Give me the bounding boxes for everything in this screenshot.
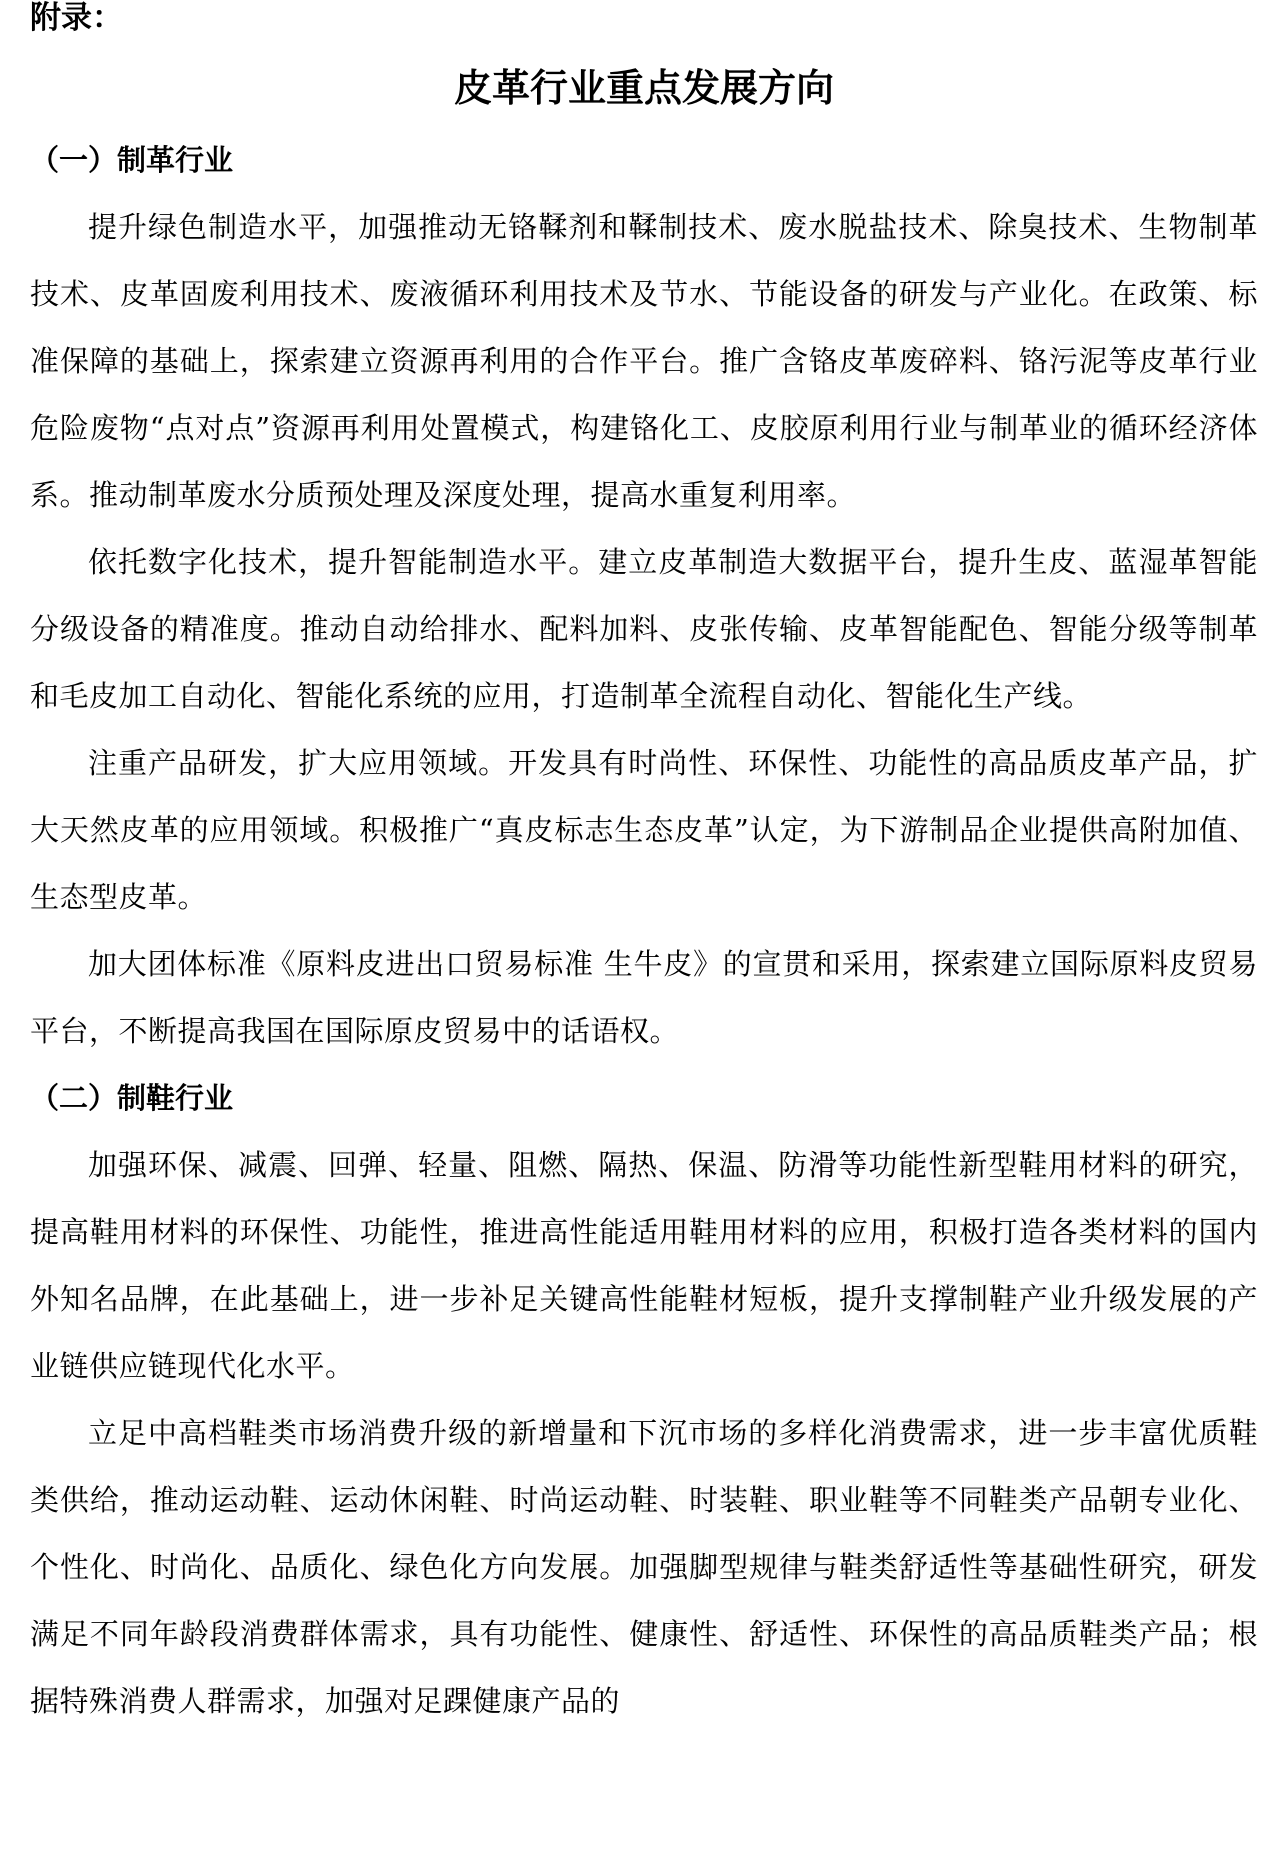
paragraph: 提升绿色制造水平，加强推动无铬鞣剂和鞣制技术、废水脱盐技术、除臭技术、生物制革技术、皮革固废利用技术、废液循环利用技术及节水、节能设备的研发与产业化。在政策、标准保障的基础上，探索建立资源再利用的合作平台。推广含铬皮革废碎料、铬污泥等皮革行业危险废物“点对点”资源再利用处置模式，构建铬化工、皮胶原利用行业与制革业的循环经济体系。推动制革废水分质预处理及深度处理，提高水重复利用率。 bbox=[30, 210, 1258, 512]
appendix-label: 附录： bbox=[30, 0, 123, 36]
paragraph: 加大团体标准《原料皮进出口贸易标准 生牛皮》的宣贯和采用，探索建立国际原料皮贸易平台，不断提高我国在国际原皮贸易中的话语权。 bbox=[30, 947, 1258, 1048]
paragraph: 注重产品研发，扩大应用领域。开发具有时尚性、环保性、功能性的高品质皮革产品，扩大天然皮革的应用领域。积极推广“真皮标志生态皮革”认定，为下游制品企业提供高附加值、生态型皮革。 bbox=[30, 746, 1258, 914]
paragraph: 依托数字化技术，提升智能制造水平。建立皮革制造大数据平台，提升生皮、蓝湿革智能分级设备的精准度。推动自动给排水、配料加料、皮张传输、皮革智能配色、智能分级等制革和毛皮加工自动化、智能化系统的应用，打造制革全流程自动化、智能化生产线。 bbox=[30, 545, 1258, 713]
paragraph: 立足中高档鞋类市场消费升级的新增量和下沉市场的多样化消费需求，进一步丰富优质鞋类供给，推动运动鞋、运动休闲鞋、时尚运动鞋、时装鞋、职业鞋等不同鞋类产品朝专业化、个性化、时尚化、品质化、绿色化方向发展。加强脚型规律与鞋类舒适性等基础性研究，研发满足不同年龄段消费群体需求，具有功能性、健康性、舒适性、环保性的高品质鞋类产品；根据特殊消费人群需求，加强对足踝健康产品的 bbox=[30, 1416, 1258, 1718]
paragraph: 加强环保、减震、回弹、轻量、阻燃、隔热、保温、防滑等功能性新型鞋用材料的研究，提高鞋用材料的环保性、功能性，推进高性能适用鞋用材料的应用，积极打造各类材料的国内外知名品牌，在此基础上，进一步补足关键高性能鞋材短板，提升支撑制鞋产业升级发展的产业链供应链现代化水平。 bbox=[30, 1148, 1258, 1383]
document-title: 皮革行业重点发展方向 bbox=[453, 66, 834, 110]
section-heading-tanning: （一）制革行业 bbox=[30, 143, 234, 177]
document-body bbox=[30, 127, 1258, 1735]
section-heading-footwear: （二）制鞋行业 bbox=[30, 1081, 234, 1115]
